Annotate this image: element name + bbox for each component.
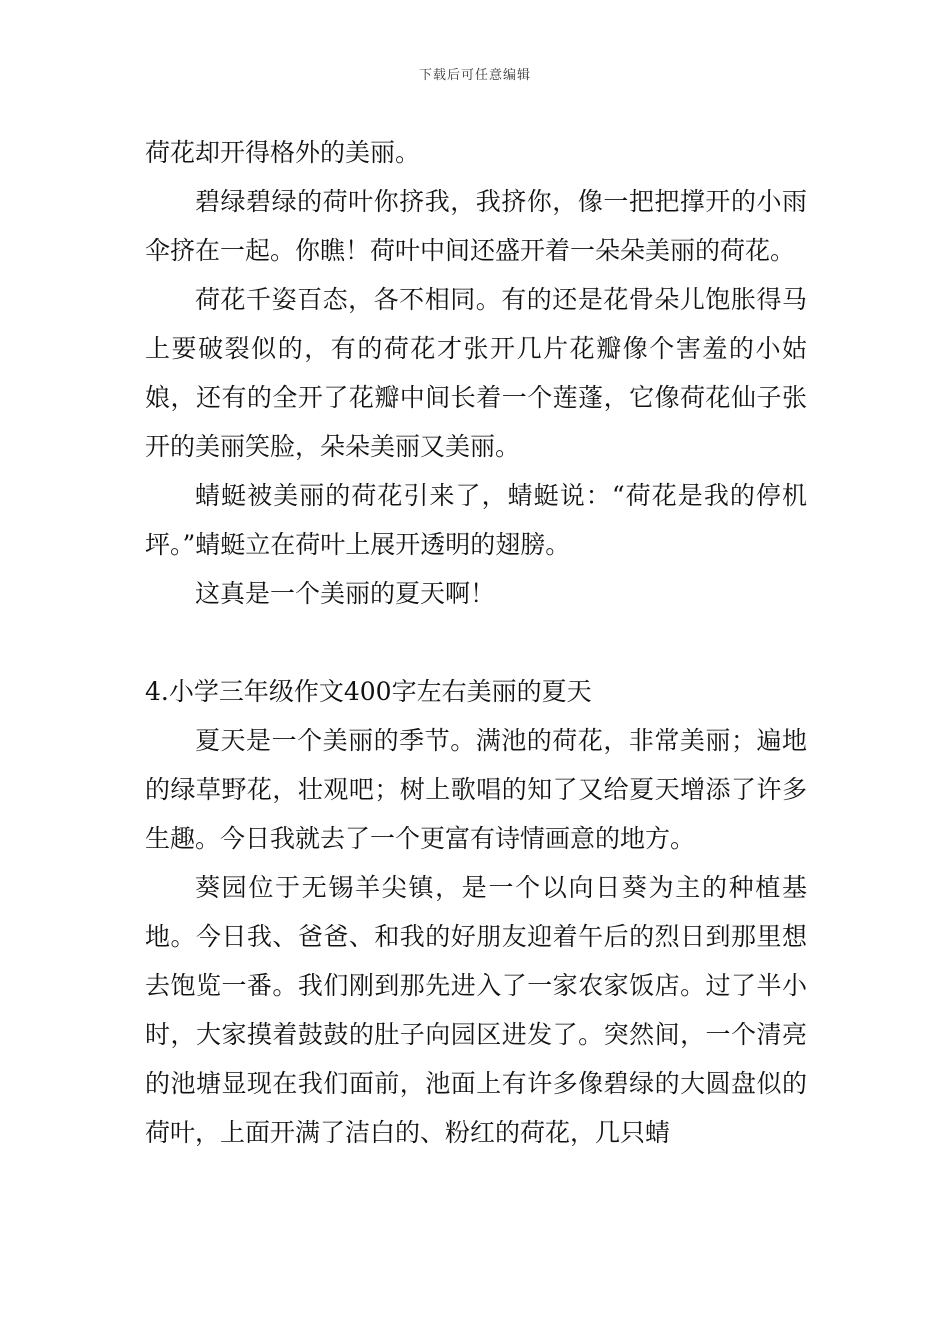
page-header: 下载后可任意编辑: [418, 68, 531, 83]
section-spacer: [145, 618, 807, 667]
paragraph: 夏天是一个美丽的季节。满池的荷花，非常美丽；遍地的绿草野花，壮观吧；树上歌唱的知了又给夏天增添了许多生趣。今日我就去了一个更富有诗情画意的地方。: [145, 726, 807, 853]
paragraph: 荷花却开得格外的美丽。: [145, 138, 421, 167]
paragraph: 荷花千姿百态，各不相同。有的还是花骨朵儿饱胀得马上要破裂似的，有的荷花才张开几片花瓣像个害羞的小姑娘，还有的全开了花瓣中间长着一个莲蓬，它像荷花仙子张开的美丽笑脸，朵朵美丽又美丽。: [145, 285, 807, 461]
section-heading: 4.小学三年级作文400字左右美丽的夏天: [145, 677, 592, 706]
paragraph: 碧绿碧绿的荷叶你挤我，我挤你，像一把把撑开的小雨伞挤在一起。你瞧！荷叶中间还盛开着一朵朵美丽的荷花。: [145, 187, 807, 265]
paragraph: 蜻蜓被美丽的荷花引来了，蜻蜓说：“荷花是我的停机坪。”蜻蜓立在荷叶上展开透明的翅膀。: [145, 481, 807, 559]
document-body: [145, 128, 807, 1157]
paragraph: 葵园位于无锡羊尖镇，是一个以向日葵为主的种植基地。今日我、爸爸、和我的好朋友迎着午后的烈日到那里想去饱览一番。我们刚到那先进入了一家农家饭店。过了半小时，大家摸着鼓鼓的肚子向园区进发了。突然间，一个清亮的池塘显现在我们面前，池面上有许多像碧绿的大圆盘似的荷叶，上面开满了洁白的、粉红的荷花，几只蜻: [145, 873, 807, 1147]
paragraph: 这真是一个美丽的夏天啊！: [195, 579, 496, 608]
